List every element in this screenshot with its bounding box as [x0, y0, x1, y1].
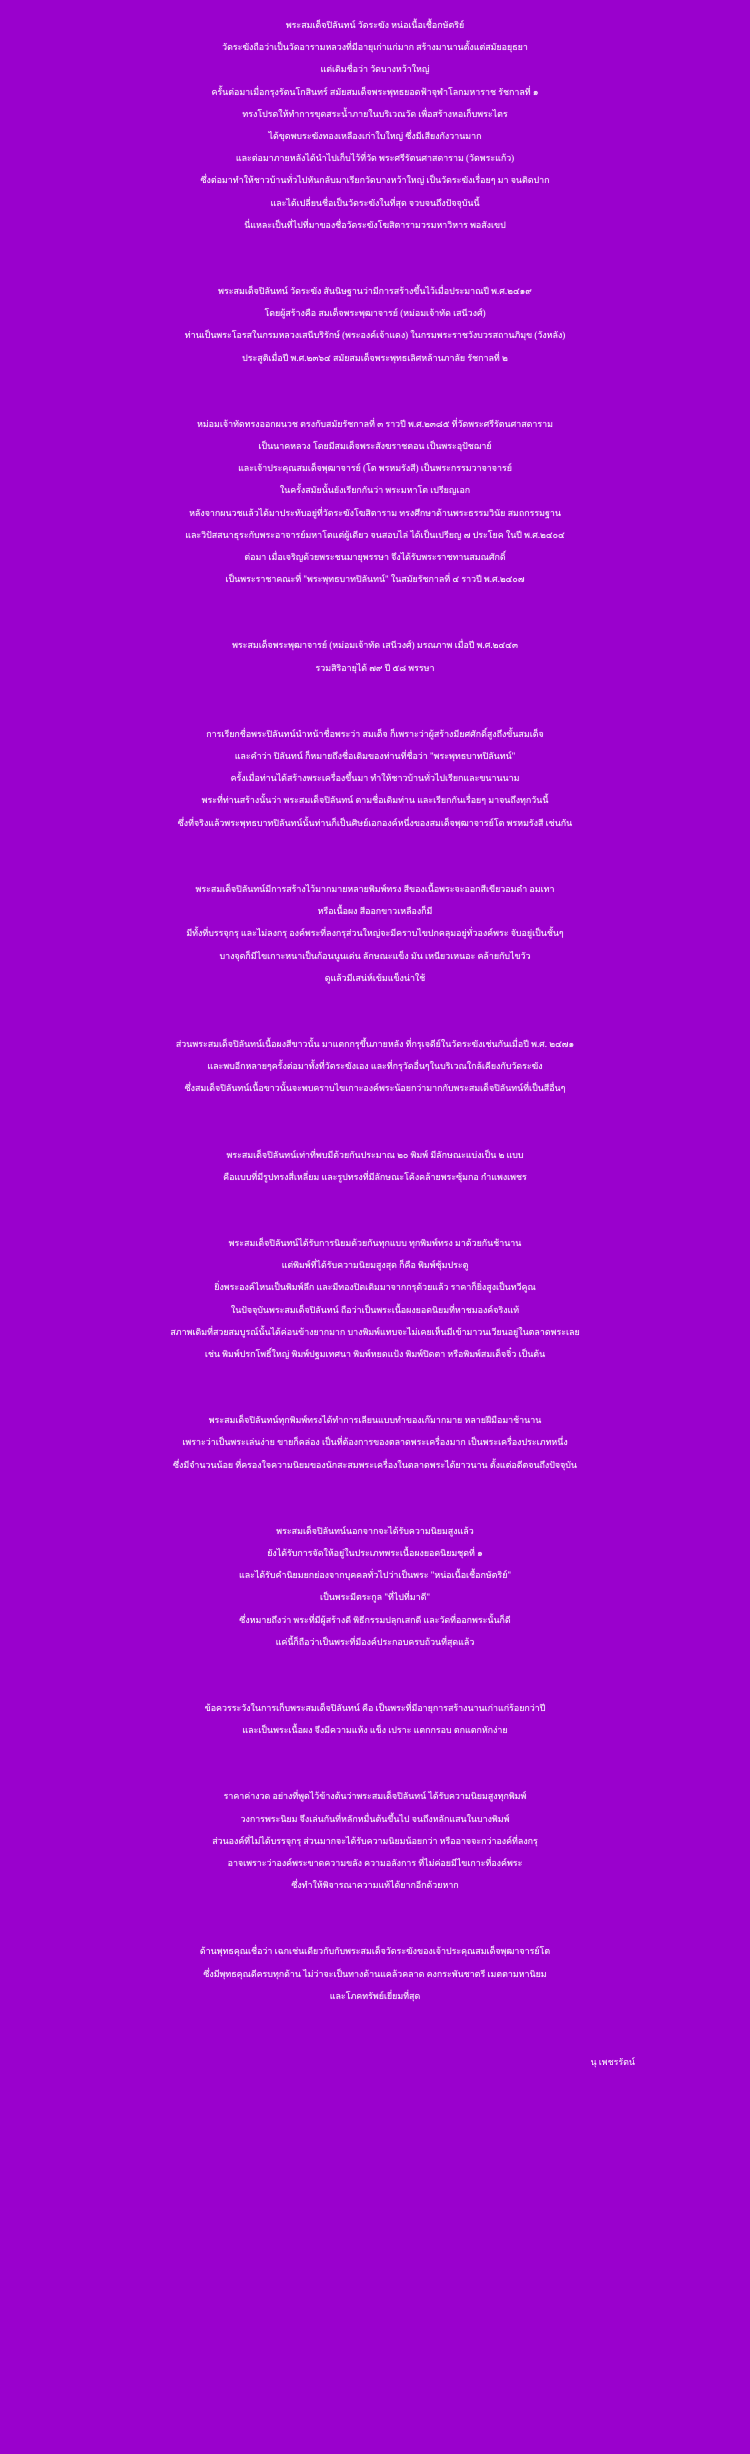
paragraph-spacer	[0, 1365, 750, 1409]
text-line: และคำว่า ปิลันทน์ ก็หมายถึงชื่อเดิมของท่านที่ชื่อว่า "พระพุทธบาทปิลันทน์"	[234, 751, 516, 762]
paragraph-spacer	[0, 369, 750, 413]
text-line: พระที่ท่านสร้างนั้นว่า พระสมเด็จปิลันทน์ ตามชื่อเดิมท่าน และเรียกกันเรื่อยๆ มาจนถึงทุกวันนี้	[201, 795, 549, 806]
paragraph-spacer	[0, 1476, 750, 1520]
text-line: ครั้งเมื่อท่านได้สร้างพระเครื่องขึ้นมา ทำให้ชาวบ้านทั่วไปเรียกและขนานนาม	[230, 773, 520, 784]
article-body	[0, 14, 750, 2051]
paragraph	[0, 1785, 750, 1896]
text-line: ดูแล้วมีเสน่ห์เข้มแข็งน่าใช้	[324, 972, 426, 983]
text-line: วงการพระนิยม จึงเล่นกันที่หลักหมื่นต้นขึ้นไป จนถึงหลักแสนในบางพิมพ์	[240, 1813, 510, 1824]
text-line: พระสมเด็จปิลันทน์นอกจากจะได้รับความนิยมสูงแล้ว	[276, 1525, 474, 1536]
paragraph-spacer	[0, 989, 750, 1033]
text-line: ซึ่งต่อมาทำให้ชาวบ้านทั่วไปหันกลับมาเรียกวัดบางหว้าใหญ่ เป็นวัดระฆังเรื่อยๆ มา จนติดปาก	[200, 175, 550, 186]
text-line: เป็นพระราชาคณะที่ "พระพุทธบาทปิลันทน์" ในสมัยรัชกาลที่ ๔ ราวปี พ.ศ.๒๔๐๗	[225, 574, 525, 585]
text-line: และโภคทรัพย์เยี่ยมที่สุด	[329, 1990, 421, 2001]
text-line: ในปัจจุบันพระสมเด็จปิลันทน์ ถือว่าเป็นพระเนื้อผงยอดนิยมที่หาชมองค์จริงแท้	[230, 1304, 520, 1315]
text-line: และต่อมาภายหลังได้นำไปเก็บไว้ที่วัด พระศรีรัตนศาสดาราม (วัดพระแก้ว)	[235, 153, 515, 164]
text-line: ซึ่งมีจำนวนน้อย ที่ครองใจความนิยมของนักสะสมพระเครื่องในตลาดพระได้ยาวนาน ตั้งแต่อดีตจนถึงปัจจุบัน	[173, 1459, 577, 1470]
text-line: และได้รับคำนิยมยกย่องจากบุคคลทั่วไปว่าเป็นพระ "หน่อเนื้อเชื้อกษัตริย์"	[238, 1570, 512, 1581]
text-line: วัดระฆังถือว่าเป็นวัดอารามหลวงที่มีอายุเก่าแก่มาก สร้างมานานตั้งแต่สมัยอยุธยา	[222, 42, 528, 53]
text-line: ส่วนพระสมเด็จปิลันทน์เนื้อผงสีขาวนั้น มาแตกกรุขึ้นภายหลัง ที่กรุเจดีย์ในวัดระฆังเช่นกันเมื่อปี พ.ศ. ๒๔๗๑	[175, 1038, 575, 1049]
text-line: ส่วนองค์ที่ไม่ได้บรรจุกรุ ส่วนมากจะได้รับความนิยมน้อยกว่า หรืออาจจะกว่าองค์ที่ลงกรุ	[212, 1835, 538, 1846]
paragraph	[0, 878, 750, 989]
text-line: คือแบบที่มีรูปทรงสี่เหลี่ยม และรูปทรงที่มีลักษณะโค้งคล้ายพระซุ้มกอ กำแพงเพชร	[223, 1171, 527, 1182]
paragraph	[0, 1232, 750, 1365]
text-line: รวมสิริอายุได้ ๗๙ ปี ๕๘ พรรษา	[315, 662, 435, 673]
text-line: ซึ่งทำให้พิจารณาความแท้ได้ยากอีกด้วยหาก	[291, 1880, 459, 1891]
paragraph	[0, 1520, 750, 1653]
paragraph	[0, 723, 750, 834]
paragraph	[0, 14, 750, 236]
paragraph	[0, 1033, 750, 1100]
text-line: ซึ่งหมายถึงว่า พระที่มีผู้สร้างดี พิธีกรรมปลุกเสกดี และวัดที่ออกพระนั้นก็ดี	[239, 1614, 511, 1625]
paragraph-spacer	[0, 2007, 750, 2051]
text-line: ข้อควรระวังในการเก็บพระสมเด็จปิลันทน์ คือ เป็นพระที่มีอายุการสร้างนานเก่าแก่ร้อยกว่าปี	[204, 1702, 546, 1713]
text-line: ราคาค่างวด อย่างที่พูดไว้ข้างต้นว่าพระสมเด็จปิลันทน์ ได้รับความนิยมสูงทุกพิมพ์	[223, 1791, 527, 1802]
text-line: พระสมเด็จปิลันทน์มีการสร้างไว้มากมายหลายพิมพ์ทรง สีของเนื้อพระจะออกสีเขียวอมดำ อมเทา	[195, 883, 555, 894]
text-line: และพบอีกหลายๆครั้งต่อมาทั้งที่วัดระฆังเอง และที่กรุวัดอื่นๆในบริเวณใกล้เคียงกับวัดระฆัง	[207, 1061, 543, 1072]
text-line: เช่น พิมพ์ปรกโพธิ์ใหญ่ พิมพ์ปฐมเทศนา พิมพ์หยดแป้ง พิมพ์ปิดตา หรือพิมพ์สมเด็จจิ๋ว เป็นต้น	[204, 1348, 546, 1359]
text-line: ยิ่งพระองค์ไหนเป็นพิมพ์ลึก และมีทองปิดเดิมมาจากกรุด้วยแล้ว ราคาก็ยิ่งสูงเป็นทวีคูณ	[214, 1282, 536, 1293]
paragraph	[0, 634, 750, 678]
text-line: แค่นี้ก็ถือว่าเป็นพระที่มีองค์ประกอบครบถ้วนที่สุดแล้ว	[275, 1636, 475, 1647]
text-line: การเรียกชื่อพระปิลันทน์นำหน้าชื่อพระว่า สมเด็จ ก็เพราะว่าผู้สร้างมียศศักดิ์สูงถึงขั้นสมเด็จ	[206, 728, 544, 739]
paragraph-spacer	[0, 236, 750, 280]
text-line: เป็นพระมีตระกูล "ที่ไปที่มาดี"	[320, 1592, 430, 1603]
text-line: หรือเนื้อผง สีออกขาวเหลืองก็มี	[317, 906, 433, 917]
text-line: ทรงโปรดให้ทำการขุดสระน้ำภายในบริเวณวัด เพื่อสร้างหอเก็บพระไตร	[242, 108, 508, 119]
paragraph	[0, 280, 750, 369]
text-line: และวิปัสสนาธุระกับพระอาจารย์มหาโตแต่ผู้เดียว จนสอบไล่ ได้เป็นเปรียญ ๗ ประโยค ในปี พ.ศ.๒๔๐๔	[185, 529, 565, 540]
text-line: อาจเพราะว่าองค์พระขาดความขลัง ความอลังการ ที่ไม่ค่อยมีไขเกาะที่องค์พระ	[227, 1857, 523, 1868]
paragraph-spacer	[0, 1653, 750, 1697]
paragraph	[0, 1144, 750, 1188]
text-line: ยังได้รับการจัดให้อยู่ในประเภทพระเนื้อผงยอดนิยมชุดที่ ๑	[267, 1547, 483, 1558]
text-line: และเจ้าประคุณสมเด็จพุฒาจารย์ (โต พรหมรังสี) เป็นพระกรรมวาจาจารย์	[238, 463, 512, 474]
text-line: ครั้นต่อมาเมื่อกรุงรัตนโกสินทร์ สมัยสมเด็จพระพุทธยอดฟ้าจุฬาโลกมหาราช รัชกาลที่ ๑	[211, 86, 539, 97]
text-line: นี่แหละเป็นที่ไปที่มาของชื่อวัดระฆังโฆสิตารามวรมหาวิหาร พอสังเขป	[244, 219, 506, 230]
text-line: มีทั้งที่บรรจุกรุ และไม่ลงกรุ องค์พระที่ลงกรุส่วนใหญ่จะมีคราบไขปกคลุมอยู่ทั่วองค์พระ จับอยู่เป็นชั้นๆ	[186, 928, 564, 939]
text-line: เป็นนาคหลวง โดยมีสมเด็จพระสังฆราชตอน เป็นพระอุปัชฌาย์	[258, 441, 492, 452]
text-line: พระสมเด็จปิลันทน์ วัดระฆัง สันนิษฐานว่ามีการสร้างขึ้นไว้เมื่อประมาณปี พ.ศ.๒๔๑๙	[218, 286, 532, 297]
text-line: ซึ่งสมเด็จปิลันทน์เนื้อขาวนั้นจะพบคราบไขเกาะองค์พระน้อยกว่ามากกับพระสมเด็จปิลันทน์ที่เป็นสีอื่นๆ	[184, 1083, 566, 1094]
text-line: พระสมเด็จปิลันทน์ได้รับการนิยมด้วยกันทุกแบบ ทุกพิมพ์ทรง มาด้วยกันช้านาน	[228, 1237, 522, 1248]
text-line: บางจุดก็มีไขเกาะหนาเป็นก้อนนูนเด่น ลักษณะแข็ง มัน เหนียวเหนอะ คล้ายกับไขวัว	[219, 950, 531, 961]
paragraph-spacer	[0, 1741, 750, 1785]
text-line: ต่อมา เมื่อเจริญด้วยพระชนมายุพรรษา จึงได้รับพระราชทานสมณศักดิ์	[244, 552, 506, 563]
text-line: ซึ่งที่จริงแล้วพระพุทธบาทปิลันทน์นั้นท่านก็เป็นศิษย์เอกองค์หนึ่งของสมเด็จพุฒาจารย์โต พรหมรังสี เช่นกัน	[177, 817, 573, 828]
text-line: และได้เปลี่ยนชื่อเป็นวัดระฆังในที่สุด จวบจนถึงปัจจุบันนี้	[270, 197, 480, 208]
paragraph-spacer	[0, 679, 750, 723]
text-line: เพราะว่าเป็นพระเล่นง่าย ขายก็คล่อง เป็นที่ต้องการของตลาดพระเครื่องมาก เป็นพระเครื่องประเภทหนึ่ง	[182, 1437, 568, 1448]
text-line: หลังจากผนวชแล้วได้มาประทับอยู่ที่วัดระฆังโฆสิตาราม ทรงศึกษาด้านพระธรรมวินัย สมถกรรมฐาน	[189, 507, 561, 518]
text-line: และเป็นพระเนื้อผง จึงมีความแห้ง แข็ง เปราะ แตกกรอบ ตกแตกหักง่าย	[242, 1725, 508, 1736]
text-line: หม่อมเจ้าทัดทรงออกผนวช ตรงกับสมัยรัชกาลที่ ๓ ราวปี พ.ศ.๒๓๘๕ ที่วัดพระศรีรัตนศาสดาราม	[196, 418, 554, 429]
paragraph-spacer	[0, 590, 750, 634]
paragraph	[0, 1697, 750, 1741]
author-signature: นุ เพชรรัตน์	[590, 2057, 635, 2067]
paragraph-spacer	[0, 1100, 750, 1144]
text-line: พระสมเด็จปิลันทน์ทุกพิมพ์ทรงได้ทำการเลียนแบบทำของเก๊มากมาย หลายฝีมือมาช้านาน	[208, 1415, 542, 1426]
text-line: สภาพเดิมที่สวยสมบูรณ์นั้นได้ค่อนข้างยากมาก บางพิมพ์แทบจะไม่เคยเห็นมีเข้ามาวนเวียนอยู่ในตลาดพระเลย	[170, 1326, 580, 1337]
text-line: ท่านเป็นพระโอรสในกรมหลวงเสนีบริรักษ์ (พระองค์เจ้าแดง) ในกรมพระราชวังบวรสถานภิมุข (วังหลัง)	[184, 330, 566, 341]
text-line: พระสมเด็จปิลันทน์ วัดระฆัง หน่อเนื้อเชื้อกษัตริย์	[285, 20, 465, 30]
paragraph-spacer	[0, 1188, 750, 1232]
paragraph	[0, 413, 750, 591]
text-line: พระสมเด็จพระพุฒาจารย์ (หม่อมเจ้าทัด เสนีวงศ์) มรณภาพ เมื่อปี พ.ศ.๒๔๔๓	[232, 640, 518, 651]
text-line: แต่เดิมชื่อว่า วัดบางหว้าใหญ่	[320, 64, 430, 75]
text-line: โดยผู้สร้างคือ สมเด็จพระพุฒาจารย์ (หม่อมเจ้าทัด เสนีวงศ์)	[264, 308, 486, 319]
paragraph-spacer	[0, 1896, 750, 1940]
text-line: แต่พิมพ์ที่ได้รับความนิยมสูงสุด ก็คือ พิมพ์ซุ้มประตู	[281, 1260, 469, 1271]
text-line: ด้านพุทธคุณเชื่อว่า เฉกเช่นเดียวกับกับพระสมเด็จวัดระฆังของเจ้าประคุณสมเด็จพุฒาจารย์โต	[199, 1946, 551, 1957]
paragraph	[0, 1409, 750, 1476]
paragraph	[0, 1940, 750, 2007]
text-line: ในครั้งสมัยนั้นยังเรียกกันว่า พระมหาโต เปรียญเอก	[279, 485, 471, 496]
text-line: ซึ่งมีพุทธคุณดีครบทุกด้าน ไม่ว่าจะเป็นทางด้านแคล้วคลาด คงกระพันชาตรี เมตตามหานิยม	[203, 1968, 547, 1979]
text-line: ได้ขุดพบระฆังทองเหลืองเก่าใบใหญ่ ซึ่งมีเสียงกังวานมาก	[268, 131, 482, 142]
text-line: พระสมเด็จปิลันทน์เท่าที่พบมีด้วยกันประมาณ ๒๐ พิมพ์ มีลักษณะแบ่งเป็น ๒ แบบ	[226, 1149, 524, 1160]
text-line: ประสูติเมื่อปี พ.ศ.๒๓๖๔ สมัยสมเด็จพระพุทธเลิศหล้านภาลัย รัชกาลที่ ๒	[242, 352, 508, 363]
paragraph-spacer	[0, 834, 750, 878]
